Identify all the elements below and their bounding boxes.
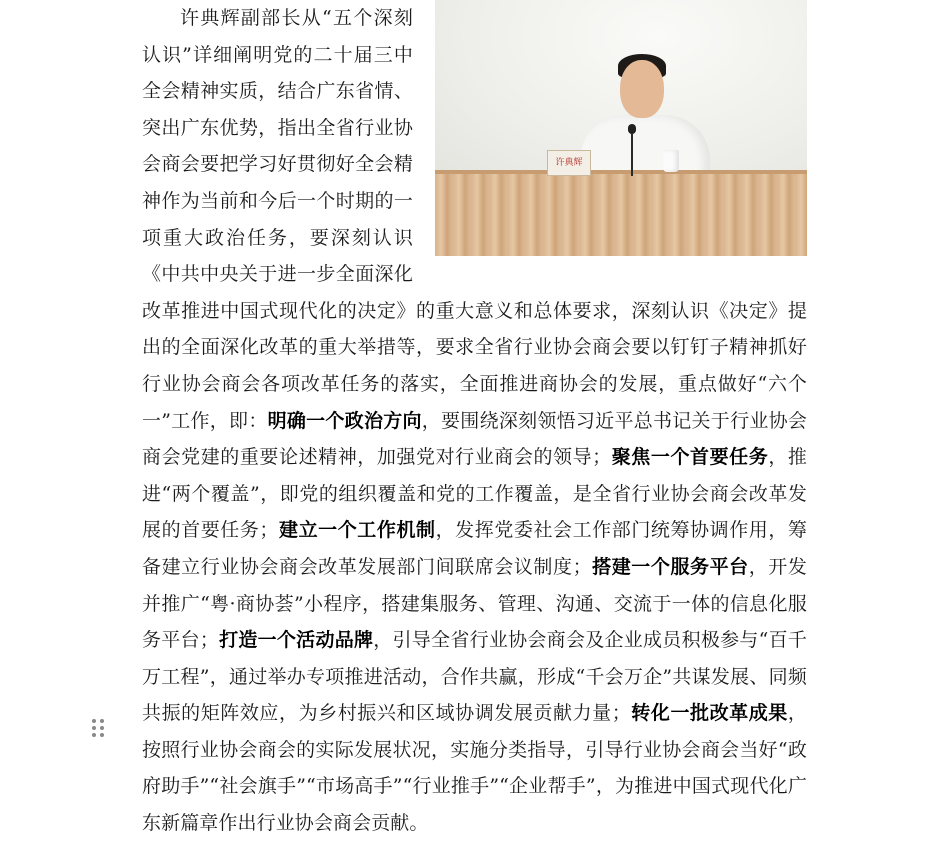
drag-dot: [100, 733, 104, 737]
drag-dot: [92, 733, 96, 737]
text-run: ，要围绕深刻领悟习近平总书记关于行业协会商会党建的重要论述精神，加强党对行业商会的领导；: [142, 409, 807, 469]
text-run: 许典辉副部长从“五个深刻认识”详细阐明党的二十届三中全会精神实质，结合广东省情、突出广东优势，指出全省行业协会商会要把学习好贯彻好全会精神作为当前和今后一个时期的一项重大政治任务，要深刻认识《中共中央关于进一步全面深化改革推进中国式现代化的决定》的重大意义和总体要求，深刻认识《决定》提出的全面深化改革的重大举措等，要求全省行业协会商会要以钉钉子精神抓好行业协会商会各项改革任务的落实，全面推进商协会的发展，重点做好“六个一”工作，即：: [142, 7, 807, 432]
speaker-face: [620, 60, 664, 118]
text-run: ，按照行业协会商会的实际发展状况，实施分类指导，引导行业协会商会当好“政府助手”“社会旗手”“市场高手”“行业推手”“企业帮手”，为推进中国式现代化广东新篇章作出行业协会商会贡献。: [142, 702, 807, 835]
nameplate: 许典辉: [547, 150, 591, 176]
drag-handle-icon[interactable]: [92, 719, 106, 739]
drag-dot: [92, 719, 96, 723]
bold-phrase: 打造一个活动品牌: [218, 629, 374, 652]
text-run: ，开发并推广“粤·商协荟”小程序，搭建集服务、管理、沟通、交流于一体的信息化服务平台；: [142, 555, 807, 652]
desk-skirt: [435, 174, 807, 256]
cup-icon: [663, 150, 679, 172]
text-run: ，推进“两个覆盖”，即党的组织覆盖和党的工作覆盖，是全省行业协会商会改革发展的首要任务；: [142, 446, 808, 542]
article-body: [142, 0, 807, 842]
microphone-stand: [631, 128, 633, 176]
bold-phrase: 搭建一个服务平台: [591, 555, 749, 578]
text-run: ，发挥党委社会工作部门统筹协调作用，筹备建立行业协会商会改革发展部门间联席会议制度；: [142, 519, 808, 578]
speaker-photo: [435, 0, 807, 256]
text-run: ，引导全省行业协会商会及企业成员积极参与“百千万工程”，通过举办专项推进活动，合作共赢，形成“千会万企”共谋发展、同频共振的矩阵效应，为乡村振兴和区域协调发展贡献力量；: [142, 629, 807, 725]
bold-phrase: 转化一批改革成果: [630, 702, 788, 725]
drag-dot: [100, 726, 104, 730]
bold-phrase: 建立一个工作机制: [278, 519, 436, 542]
bold-phrase: 明确一个政治方向: [267, 409, 422, 432]
microphone-icon: [628, 124, 636, 134]
drag-dot: [100, 719, 104, 723]
drag-dot: [92, 726, 96, 730]
bold-phrase: 聚焦一个首要任务: [611, 446, 769, 469]
